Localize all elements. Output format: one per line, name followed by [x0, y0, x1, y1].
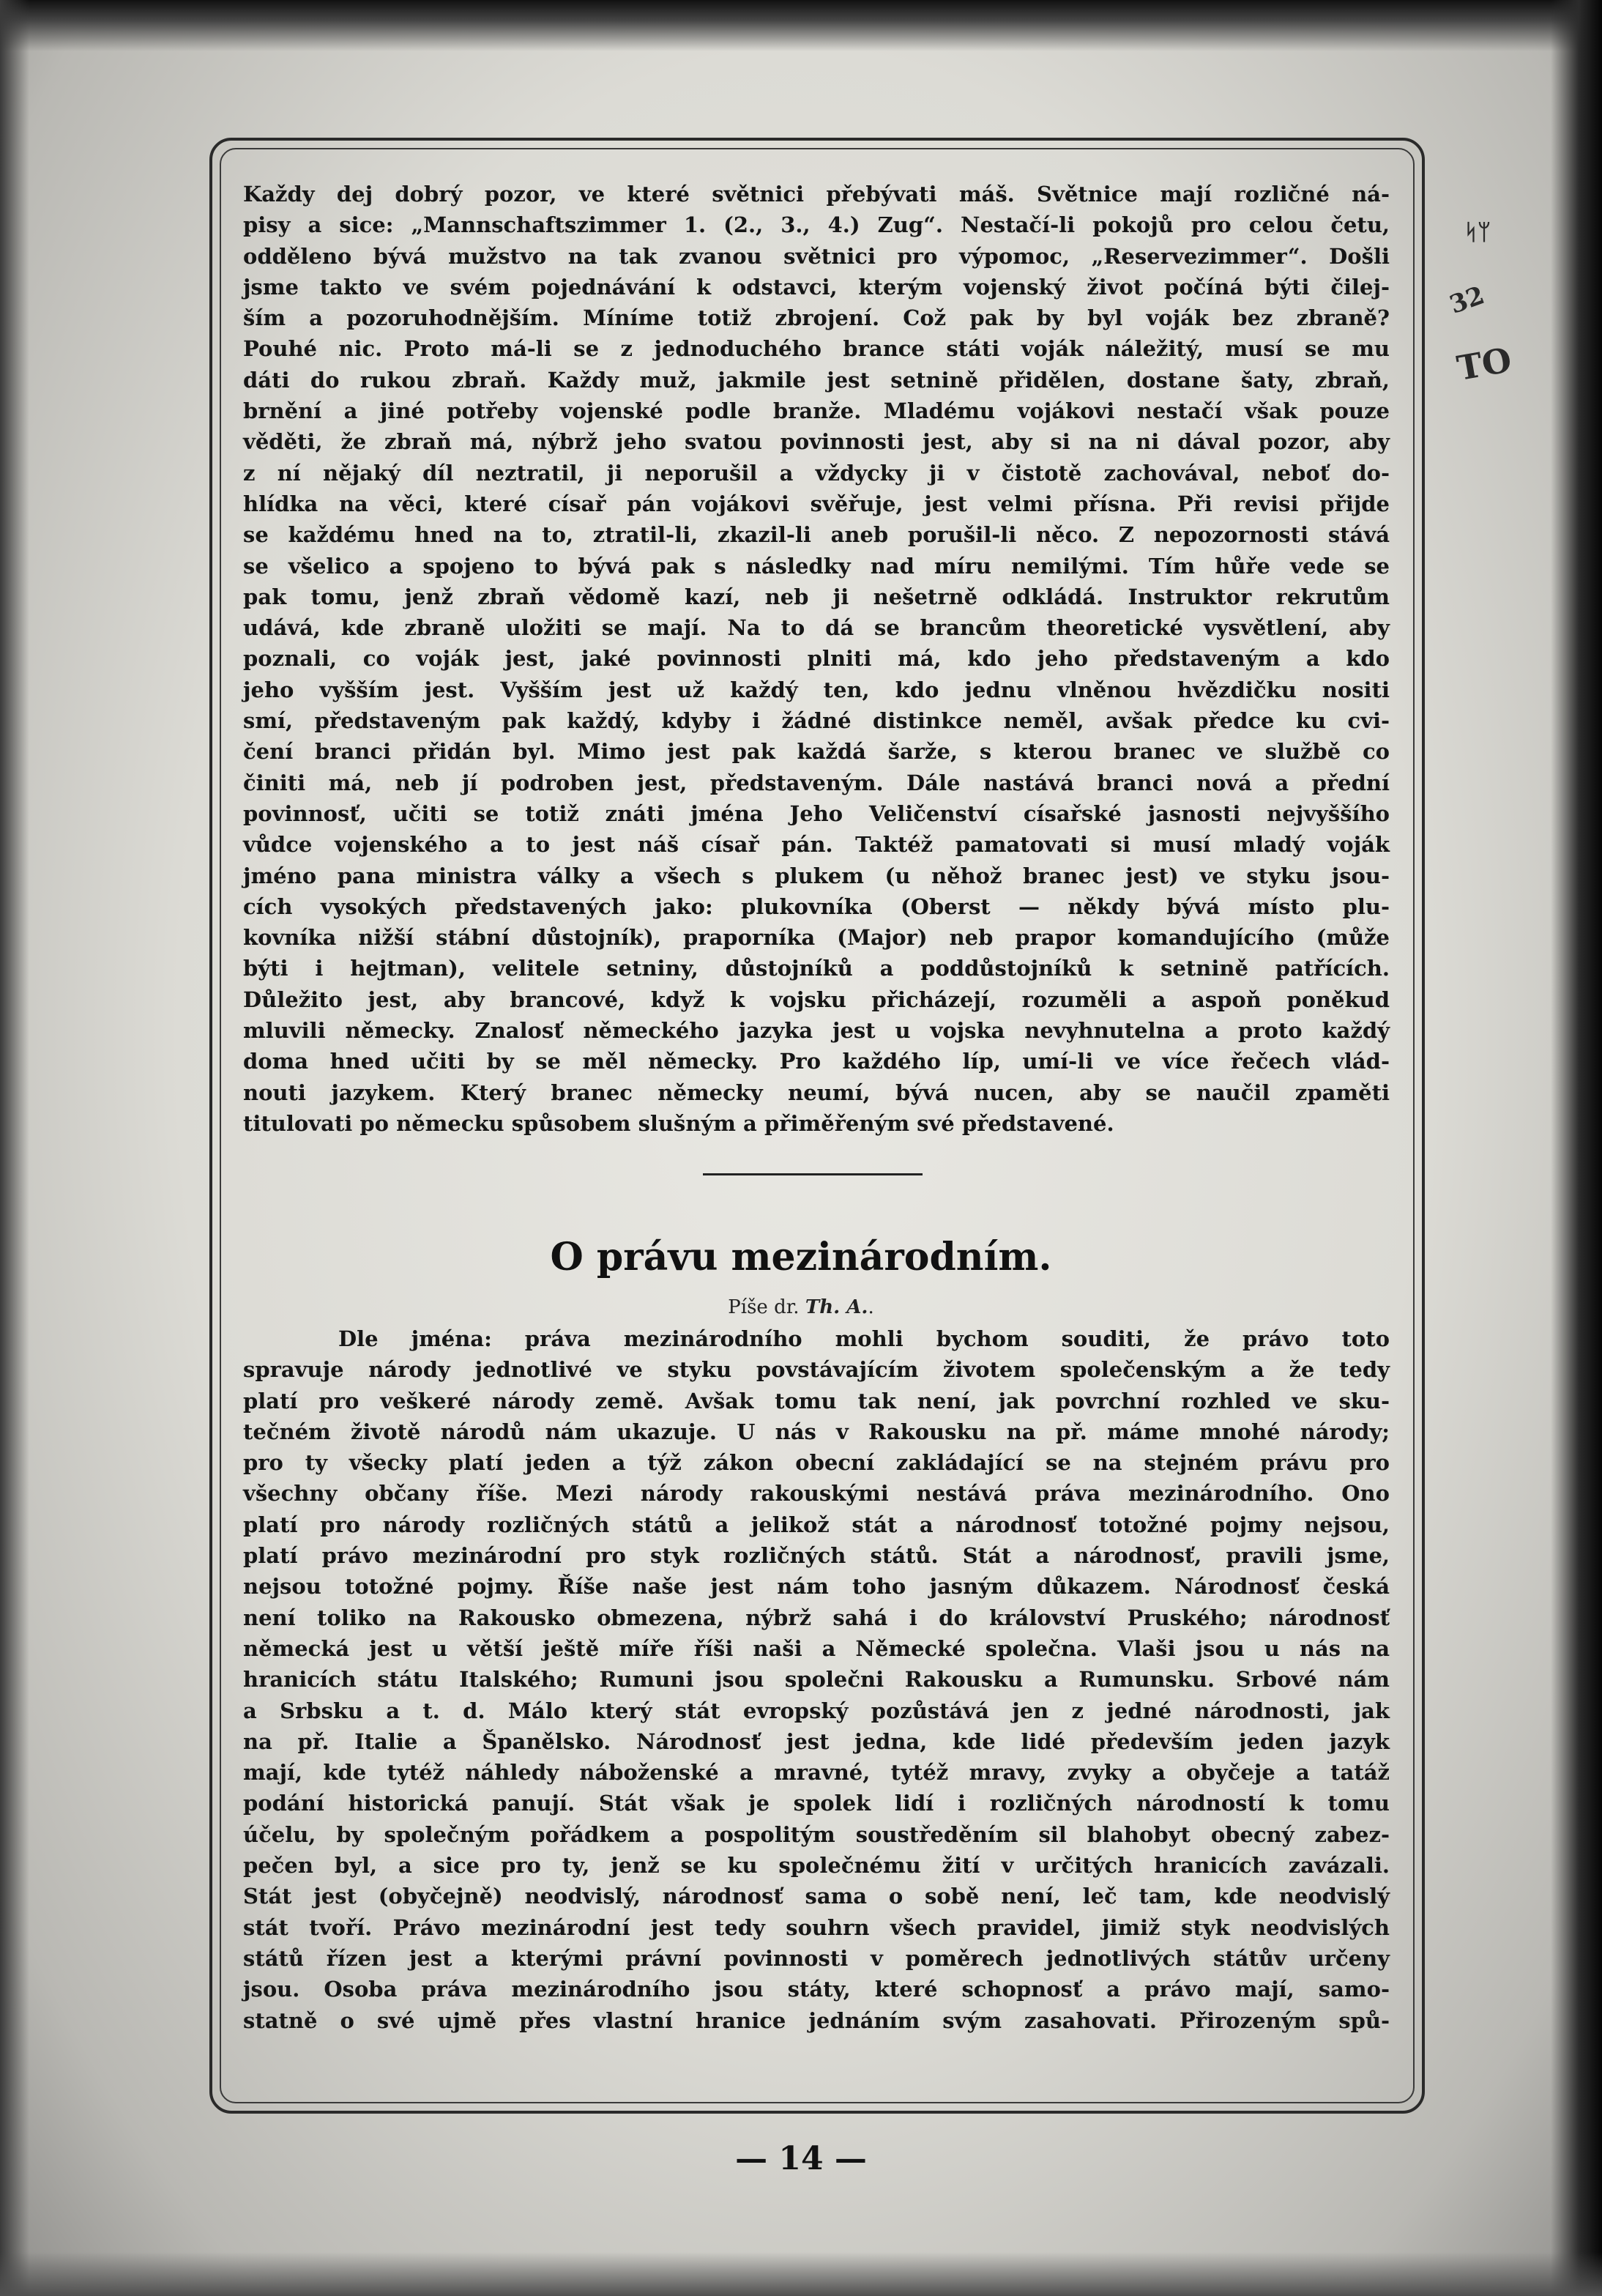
text-line: jméno pana ministra války a všech s plukem (u něhož branec jest) ve styku jsou- [243, 863, 1390, 888]
text-line: pak tomu, jenž zbraň vědomě kazí, neb ji nešetrně odkládá. Instruktor rekrutům [243, 584, 1390, 609]
article-title: O právu mezinárodním. [550, 1235, 1052, 1279]
margin-stamp [1435, 220, 1538, 395]
stamp-line-2: 32 [1445, 281, 1489, 320]
body-text-military [243, 179, 1390, 1139]
text-line: vůdce vojenského a to jest náš císař pán. Taktéž pamatovati si musí mladý voják [243, 832, 1390, 858]
text-line: všechny občany říše. Mezi národy rakouskými nestává práva mezinárodního. Ono [243, 1481, 1390, 1506]
text-line: hranicích státu Italského; Rumuni jsou společni Rakousku a Rumunsku. Srbové nám [243, 1667, 1390, 1693]
text-line: doma hned učiti by se měl německy. Pro každého líp, umí-li ve více řečech vlád- [243, 1049, 1390, 1074]
text-line: podání historická panují. Stát však je spolek lidí i rozličných národností k tomu [243, 1791, 1390, 1816]
text-line: smí, představeným pak každý, kdyby i žádné distinkce neměl, avšak předce ku cvi- [243, 708, 1390, 734]
text-line: titulovati po německu spůsobem slušným a přiměřeným své představené. [243, 1110, 1114, 1136]
text-line: činiti má, neb jí podroben jest, představeným. Dále nastává branci nová a přední [243, 770, 1390, 795]
text-line: platí pro veškeré národy země. Avšak tomu tak není, jak povrchní rozhled ve sku- [243, 1388, 1390, 1413]
text-line: cích vysokých představených jako: plukovníka (Oberst — někdy bývá místo plu- [243, 893, 1390, 919]
scan-shadow-bottom [0, 2252, 1602, 2296]
text-line: nouti jazykem. Který branec německy neumí, bývá nucen, aby se naučil zpaměti [243, 1080, 1390, 1105]
text-line: nejsou totožné pojmy. Říše naše jest nám toho jasným důkazem. Národnosť česká [243, 1574, 1390, 1600]
text-line: dáti do rukou zbraň. Každy muž, jakmile jest setnině přidělen, dostane šaty, zbraň, [243, 367, 1390, 393]
text-line: platí pro národy rozličných států a jelikož stát a národnosť totožné pojmy nejsou, [243, 1512, 1390, 1537]
text-line: na př. Italie a Španělsko. Národnosť jest jedna, kde lidé především jeden jazyk [243, 1728, 1390, 1754]
text-line: není toliko na Rakousko obmezena, nýbrž sahá i do království Pruského; národnosť [243, 1605, 1390, 1630]
text-line: býti i hejtman), velitele setniny, důstojníků a poddůstojníků k setnině patřících. [243, 956, 1390, 981]
text-line: účelu, by společným pořádkem a pospolitým soustředěním sil blahobyt obecný zabez- [243, 1821, 1390, 1847]
text-line: brnění a jiné potřeby vojenské podle branže. Mladému vojákovi nestačí však pouze [243, 398, 1390, 424]
text-line: mluvili německy. Znalosť německého jazyka jest u vojska nevyhnutelna a proto každý [243, 1018, 1390, 1044]
text-line: a Srbsku a t. d. Málo který stát evropský pozůstává jen z jedné národnosti, jak [243, 1698, 1390, 1723]
text-line: tečném životě národů nám ukazuje. U nás v Rakousku na př. máme mnohé národy; [243, 1419, 1390, 1444]
section-divider [703, 1173, 923, 1175]
text-line: stát tvoří. Právo mezinárodní jest tedy souhrn všech pravidel, jimiž styk neodvislých [243, 1914, 1390, 1940]
text-line: Důležito jest, aby brancové, když k vojsku přicházejí, rozuměli a aspoň poněkud [243, 987, 1390, 1012]
text-line: států řízen jest a kterými právní povinnosti v poměrech jednotlivých státův určeny [243, 1945, 1390, 1971]
text-line: Pouhé nic. Proto má-li se z jednoduchého brance státi voják náležitý, musí se mu [243, 336, 1390, 362]
text-line: německá jest u větší ještě míře říši naši a Německé společna. Vlaši jsou u nás na [243, 1635, 1390, 1661]
page-number: — 14 — [735, 2140, 867, 2177]
text-line: čení branci přidán byl. Mimo jest pak každá šarže, s kterou branec ve službě co [243, 739, 1390, 765]
scan-shadow-right [1551, 0, 1602, 2296]
text-line: se všelico a spojeno to bývá pak s následky nad míru nemilými. Tím hůře vede se [243, 553, 1390, 579]
text-line: ším a pozoruhodnějším. Míníme totiž zbrojení. Což pak by byl voják bez zbraně? [243, 305, 1390, 331]
scan-shadow-left [0, 0, 29, 2296]
text-line: odděleno bývá mužstvo na tak zvanou světnici pro výpomoc, „Reservezimmer“. Došli [243, 243, 1390, 269]
article-author [0, 1296, 1602, 1318]
text-line: věděti, že zbraň má, nýbrž jeho svatou povinnosti jest, aby si na ni dával pozor, aby [243, 429, 1390, 455]
text-line: Stát jest (obyčejně) neodvislý, národnosť sama o sobě není, leč tam, kde neodvislý [243, 1884, 1390, 1909]
text-line: poznali, co voják jest, jaké povinnosti plniti má, kdo jeho představeným a kdo [243, 646, 1390, 672]
stamp-line-1: ᛋᛘ [1464, 220, 1491, 245]
text-line: Každy dej dobrý pozor, ve které světnici přebývati máš. Světnice mají rozličné ná- [243, 182, 1390, 207]
author-period: . [868, 1296, 874, 1318]
author-name: Th. A. [805, 1296, 868, 1318]
text-line: mají, kde tytéž náhledy náboženské a mravné, tytéž mravy, zvyky a obyčeje a tatáž [243, 1760, 1390, 1786]
text-line: statně o své ujmě přes vlastní hranice jednáním svým zasahovati. Přirozeným spů- [243, 2007, 1390, 2033]
author-prefix: Píše dr. [728, 1296, 800, 1318]
text-line: spravuje národy jednotlivé ve styku povstávajícím životem společenským a že tedy [243, 1357, 1390, 1383]
body-text-international-law [243, 1323, 1390, 2036]
text-line: platí právo mezinárodní pro styk rozličných států. Stát a národnosť, pravili jsme, [243, 1543, 1390, 1569]
text-line: z ní nějaký díl neztratil, ji neporušil a vždycky ji v čistotě zachovával, neboť do- [243, 460, 1390, 486]
text-line: Dle jména: práva mezinárodního mohli bychom souditi, že právo toto [338, 1326, 1390, 1351]
text-line: udává, kde zbraně uložiti se mají. Na to dá se brancům theoretické vysvětlení, aby [243, 615, 1390, 641]
text-line: jeho vyšším jest. Vyšším jest už každý ten, kdo jednu vlněnou hvězdičku nositi [243, 677, 1390, 702]
text-line: jsme takto ve svém pojednávání k odstavci, kterým vojenský život počíná býti čilej- [243, 274, 1390, 300]
text-line: pisy a sice: „Mannschaftszimmer 1. (2., 3., 4.) Zug“. Nestačí-li pokojů pro celou četu, [243, 212, 1390, 238]
text-line: se každému hned na to, ztratil-li, zkazil-li aneb porušil-li něco. Z nepozornosti stává [243, 522, 1390, 548]
text-line: pečen byl, a sice pro ty, jenž se ku společnému žití v určitých hranicích zavázali. [243, 1853, 1390, 1879]
text-line: povinnosť, učiti se totiž znáti jména Jeho Veličenství císařské jasnosti nejvyššího [243, 800, 1390, 826]
text-line: pro ty všecky platí jeden a týž zákon obecní zakládající se na stejném právu pro [243, 1450, 1390, 1476]
text-line: jsou. Osoba práva mezinárodního jsou státy, které schopnosť a právo mají, samo- [243, 1977, 1390, 2002]
text-line: hlídka na věci, které císař pán vojákovi svěřuje, jest velmi přísna. Při revisi přijde [243, 491, 1390, 516]
text-line: kovníka nižší stábní důstojník), praporníka (Major) neb prapor komandujícího (může [243, 925, 1390, 951]
stamp-line-3: TO [1453, 339, 1515, 389]
scan-shadow-top [0, 0, 1602, 51]
